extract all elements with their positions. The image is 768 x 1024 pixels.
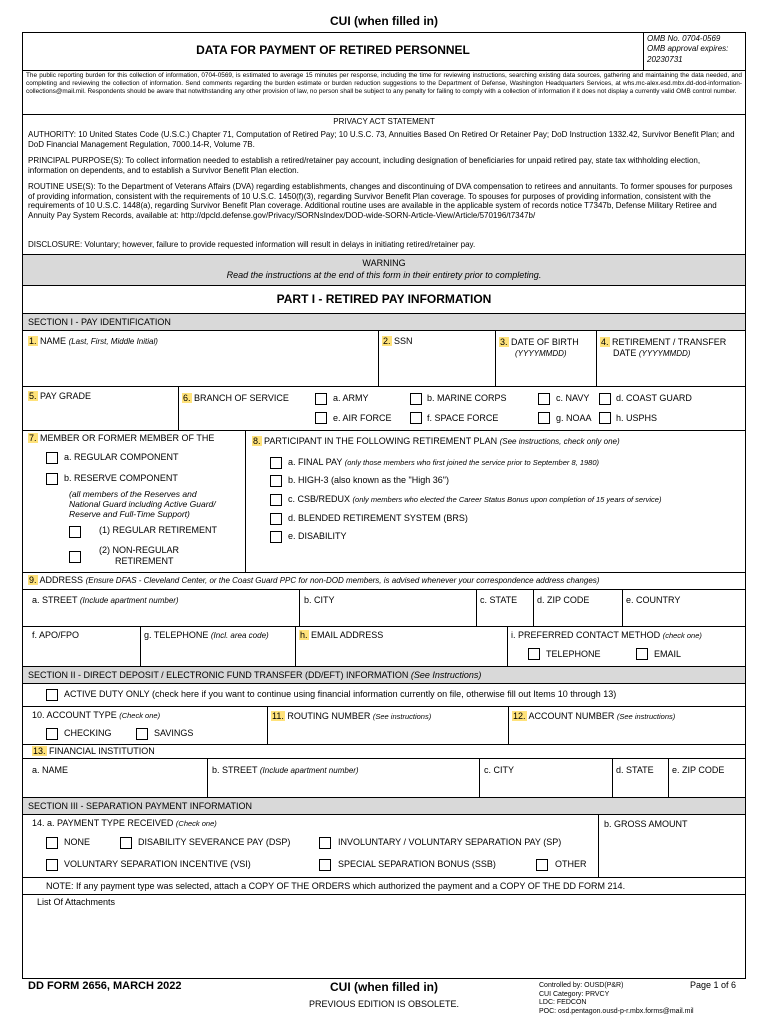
payment-other-checkbox[interactable]: [536, 859, 548, 871]
controlled-by: Controlled by: OUSD(P&R): [539, 982, 624, 989]
branch-space-force-checkbox[interactable]: [410, 412, 422, 424]
payment-dsp-checkbox[interactable]: [120, 837, 132, 849]
section2-title: SECTION II - DIRECT DEPOSIT / ELECTRONIC FUND TRANSFER (DD/EFT) INFORMATION (See Instructions): [28, 670, 482, 680]
obsolete-note: PREVIOUS EDITION IS OBSOLETE.: [308, 999, 460, 1009]
branch-navy-checkbox[interactable]: [538, 393, 550, 405]
bank-street-field[interactable]: b. STREET (Include apartment number): [212, 765, 359, 775]
final-pay-label: a. FINAL PAY (only those members who first joined the service prior to September 8, 1980): [288, 457, 600, 467]
contact-telephone-checkbox[interactable]: [528, 648, 540, 660]
bank-state-field[interactable]: d. STATE: [616, 765, 654, 775]
privacy-authority: AUTHORITY: 10 United States Code (U.S.C.) Chapter 71, Computation of Retired Pay; 10 U.S.C. 73, Annuities Based On Retired Or Retainer Pay; DoD Instruction 1332.42, Survivor Benefit Plan; and DoD Financial Management Regulation, 7000.14-R, Volume 7B.: [28, 130, 735, 149]
financial-institution-label: 13. FINANCIAL INSTITUTION: [33, 746, 155, 756]
bank-name-field[interactable]: a. NAME: [32, 765, 69, 775]
email-field[interactable]: h. EMAIL ADDRESS: [300, 630, 384, 640]
telephone-field[interactable]: g. TELEPHONE (Incl. area code): [144, 630, 269, 640]
regular-retirement-label: (1) REGULAR RETIREMENT: [99, 525, 218, 535]
regular-component-checkbox[interactable]: [46, 452, 58, 464]
payment-vsi-label: VOLUNTARY SEPARATION INCENTIVE (VSI): [64, 859, 251, 869]
branch-marine-corps-checkbox[interactable]: [410, 393, 422, 405]
privacy-title: PRIVACY ACT STATEMENT: [333, 117, 435, 126]
non-regular-retirement-label: (2) NON-REGULAR RETIREMENT: [99, 545, 180, 566]
privacy-disclosure: DISCLOSURE: Voluntary; however, failure to provide requested information will result in delays in initiating retired/retainer pay.: [28, 240, 476, 249]
account-number-field[interactable]: 12. ACCOUNT NUMBER (See instructions): [513, 711, 676, 721]
brs-label: d. BLENDED RETIREMENT SYSTEM (BRS): [288, 513, 468, 523]
gross-amount-field[interactable]: b. GROSS AMOUNT: [604, 819, 688, 829]
state-field[interactable]: c. STATE: [480, 595, 518, 605]
pay-grade-field[interactable]: 5. PAY GRADE: [29, 391, 92, 401]
payment-other-label: OTHER: [555, 859, 587, 869]
high3-checkbox[interactable]: [270, 475, 282, 487]
branch-air-force-checkbox[interactable]: [315, 412, 327, 424]
branch-noaa-label: g. NOAA: [556, 413, 592, 423]
street-field[interactable]: a. STREET (Include apartment number): [32, 595, 179, 605]
bank-zip-field[interactable]: e. ZIP CODE: [672, 765, 725, 775]
retirement-plan-label: 8. PARTICIPANT IN THE FOLLOWING RETIREMENT PLAN (See instructions, check only one): [253, 436, 620, 446]
branch-air-force-label: e. AIR FORCE: [333, 413, 392, 423]
omb-expires-date: 20230731: [647, 55, 683, 64]
payment-none-checkbox[interactable]: [46, 837, 58, 849]
branch-space-force-label: f. SPACE FORCE: [427, 413, 499, 423]
part1-title: PART I - RETIRED PAY INFORMATION: [276, 292, 492, 306]
attachment-note: NOTE: If any payment type was selected, attach a COPY OF THE ORDERS which authorized the payment and a COPY OF THE DD FORM 214.: [46, 881, 626, 891]
ldc: LDC: FEDCON: [539, 999, 587, 1007]
payment-ssb-label: SPECIAL SEPARATION BONUS (SSB): [338, 859, 496, 869]
account-type-label: 10. ACCOUNT TYPE (Check one): [32, 710, 161, 720]
branch-marine-corps-label: b. MARINE CORPS: [427, 393, 507, 403]
non-regular-retirement-checkbox[interactable]: [69, 551, 81, 563]
contact-telephone-label: TELEPHONE: [546, 649, 601, 659]
payment-dsp-label: DISABILITY SEVERANCE PAY (DSP): [138, 837, 291, 847]
poc: POC: osd.pentagon.ousd-p-r.mbx.forms@mail.mil: [539, 1007, 694, 1015]
city-field[interactable]: b. CITY: [304, 595, 335, 605]
form-id: DD FORM 2656, MARCH 2022: [28, 980, 182, 992]
branch-usphs-checkbox[interactable]: [599, 412, 611, 424]
disability-checkbox[interactable]: [270, 531, 282, 543]
brs-checkbox[interactable]: [270, 513, 282, 525]
csb-redux-checkbox[interactable]: [270, 494, 282, 506]
contact-method-label: i. PREFERRED CONTACT METHOD (check one): [511, 630, 702, 640]
privacy-routine: ROUTINE USE(S): To the Department of Veterans Affairs (DVA) regarding establishments, changes and discontinuing of DVA compensation to retirees and annuitants. To former spouses for purposes of providing information, consistent with the requirements of 10 U.S.C. 1450(f)(3), regarding Survivor Benefit Plan coverage. To spouses for purposes of providing information, consistent with the requirements of 10 U.S.C. 1448(a), regarding Survivor Benefit Plan coverage. Additional routine uses are available in the applicable system of records notice T7347b, Defense Military Retiree and Annuity Pay System Records, available at: http://dpcld.defense.gov/Privacy/SORNsIndex/DOD-wide-SORN-Article-View/Article/570196/t7347b/: [28, 182, 733, 220]
regular-component-label: a. REGULAR COMPONENT: [64, 452, 179, 462]
cui-banner: CUI (when filled in): [330, 14, 438, 28]
regular-retirement-checkbox[interactable]: [69, 526, 81, 538]
footer-controls: [539, 982, 694, 1016]
routing-number-field[interactable]: 11. ROUTING NUMBER (See instructions): [272, 711, 432, 721]
page-number: Page 1 of 6: [690, 980, 737, 990]
zip-field[interactable]: d. ZIP CODE: [537, 595, 590, 605]
warning-title: WARNING: [362, 258, 406, 268]
payment-ivsp-checkbox[interactable]: [319, 837, 331, 849]
csb-redux-label: c. CSB/REDUX (only members who elected the Career Status Bonus upon completion of 15 years of service): [288, 494, 662, 504]
active-duty-checkbox[interactable]: [46, 689, 58, 701]
branch-army-checkbox[interactable]: [315, 393, 327, 405]
section1-title: SECTION I - PAY IDENTIFICATION: [28, 317, 171, 327]
disability-label: e. DISABILITY: [288, 531, 347, 541]
branch-navy-label: c. NAVY: [556, 393, 590, 403]
payment-vsi-checkbox[interactable]: [46, 859, 58, 871]
high3-label: b. HIGH-3 (also known as the "High 36"): [288, 475, 449, 485]
active-duty-label: ACTIVE DUTY ONLY (check here if you want to continue using financial information currently on file, otherwise fill out Items 10 through 13): [64, 689, 617, 699]
cui-category: CUI Category: PRVCY: [539, 990, 610, 998]
checking-label: CHECKING: [64, 728, 112, 738]
payment-ssb-checkbox[interactable]: [319, 859, 331, 871]
payment-none-label: NONE: [64, 837, 91, 847]
payment-ivsp-label: INVOLUNTARY / VOLUNTARY SEPARATION PAY (SP): [338, 837, 562, 847]
ssn-field[interactable]: 2. SSN: [383, 336, 413, 346]
section3-title: SECTION III - SEPARATION PAYMENT INFORMATION: [28, 801, 253, 811]
branch-label: 6. BRANCH OF SERVICE: [183, 393, 289, 403]
savings-label: SAVINGS: [154, 728, 194, 738]
omb-number: OMB No. 0704-0569: [647, 34, 721, 43]
reserve-note: (all members of the Reserves and National Guard including Active Guard/ Reserve and Full-Time Support): [69, 489, 216, 519]
bank-city-field[interactable]: c. CITY: [484, 765, 515, 775]
form-title: DATA FOR PAYMENT OF RETIRED PERSONNEL: [196, 43, 470, 57]
footer-cui: CUI (when filled in): [330, 980, 438, 994]
omb-expires-label: OMB approval expires:: [647, 44, 729, 53]
dob-field[interactable]: 3. DATE OF BIRTH (YYYYMMDD): [500, 337, 579, 358]
burden-statement: The public reporting burden for this collection of information, 0704-0569, is estimated to average 15 minutes per response, including the time for reviewing instructions, searching existing data sources, gathering and maintaining the data needed, and completing and reviewing the collection of information. Send comments regarding the burden estimate or burden reduction suggestions to the Department of Defense, Washington Headquarters Services, at whs.mc-alex.esd.mbx.dd-dod-information-collections@mail.mil. Respondents should be aware that notwithstanding any other provision of law, no person shall be subject to any penalty for failing to comply with a collection of information if it does not display a currently valid OMB control number.: [26, 72, 742, 96]
branch-noaa-checkbox[interactable]: [538, 412, 550, 424]
address-label: 9. ADDRESS (Ensure DFAS - Cleveland Center, or the Coast Guard PPC for non-DOD members, is advised whenever your correspondence address changes): [29, 575, 600, 585]
branch-coast-guard-checkbox[interactable]: [599, 393, 611, 405]
warning-text: Read the instructions at the end of this form in their entirety prior to completing.: [226, 270, 542, 280]
contact-email-label: EMAIL: [654, 649, 682, 659]
retirement-date-field[interactable]: 4. RETIREMENT / TRANSFER DATE (YYYYMMDD): [601, 337, 727, 358]
branch-coast-guard-label: d. COAST GUARD: [616, 393, 692, 403]
privacy-purpose: PRINCIPAL PURPOSE(S): To collect information needed to establish a retired/retainer pay account, including designation of beneficiaries for unpaid retired pay, state tax withholding election, information on dependents, and to establish a Survivor Benefit Plan election.: [28, 156, 701, 175]
payment-type-label: 14. a. PAYMENT TYPE RECEIVED (Check one): [32, 818, 217, 828]
name-field[interactable]: 1. NAME (Last, First, Middle Initial): [29, 336, 158, 346]
checking-checkbox[interactable]: [46, 728, 58, 740]
contact-email-checkbox[interactable]: [636, 648, 648, 660]
member-of-label: 7. MEMBER OR FORMER MEMBER OF THE: [29, 433, 215, 443]
savings-checkbox[interactable]: [136, 728, 148, 740]
attachments-field[interactable]: List Of Attachments: [37, 897, 116, 907]
apo-fpo-field[interactable]: f. APO/FPO: [32, 630, 80, 640]
final-pay-checkbox[interactable]: [270, 457, 282, 469]
country-field[interactable]: e. COUNTRY: [626, 595, 681, 605]
reserve-component-label: b. RESERVE COMPONENT: [64, 473, 178, 483]
branch-army-label: a. ARMY: [333, 393, 369, 403]
branch-usphs-label: h. USPHS: [616, 413, 658, 423]
reserve-component-checkbox[interactable]: [46, 473, 58, 485]
